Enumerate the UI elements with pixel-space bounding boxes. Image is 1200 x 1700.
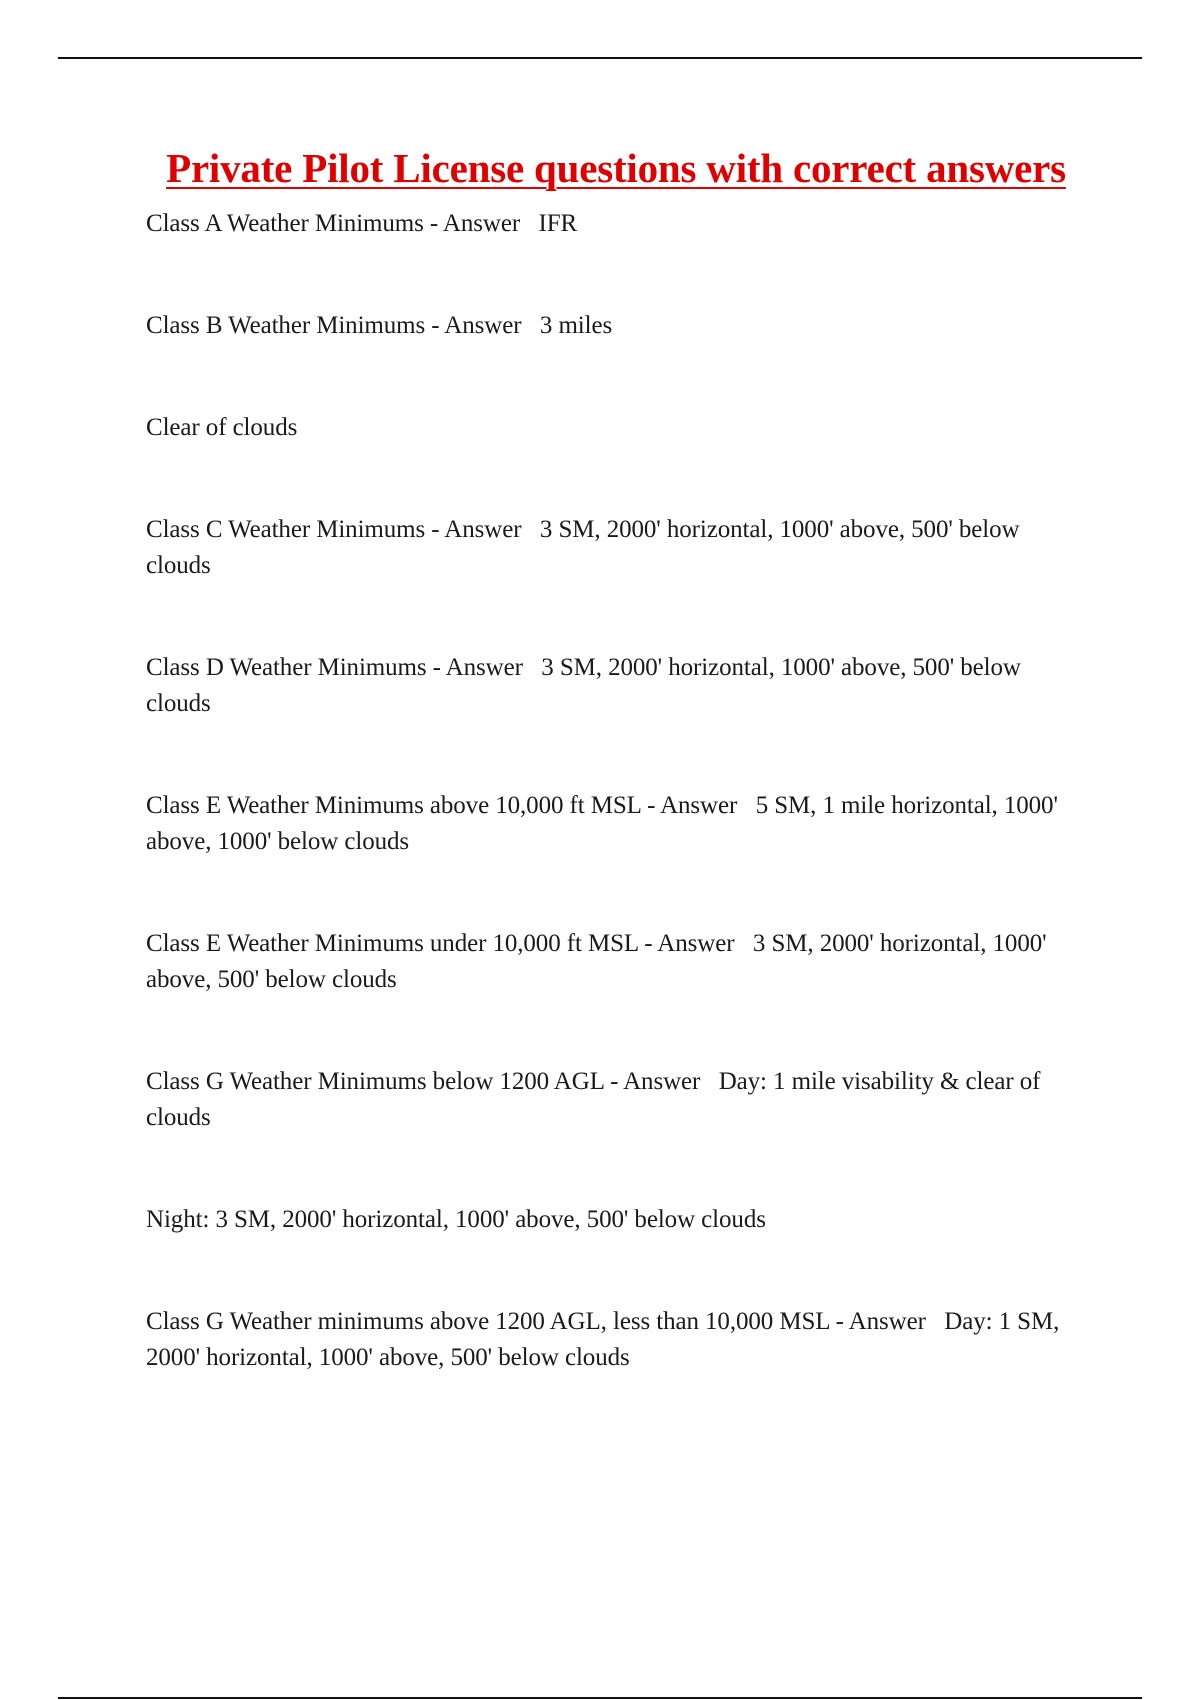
question-text: Class B Weather Minimums - Answer [146, 312, 522, 339]
qa-entry [146, 926, 1086, 998]
question-text: Class A Weather Minimums - Answer [146, 210, 521, 237]
bottom-rule [58, 1697, 1142, 1699]
qa-entry [146, 206, 1086, 242]
qa-entry [146, 1304, 1086, 1376]
answer-text: 3 miles [539, 312, 613, 339]
answer-text: Day: 1 mile visability & clear of clouds [146, 1068, 1041, 1131]
question-text: Class D Weather Minimums - Answer [146, 654, 523, 681]
qa-list [146, 206, 1086, 1376]
answer-text: IFR [538, 210, 578, 237]
answer-text: Clear of clouds [146, 414, 298, 441]
answer-text: 3 SM, 2000' horizontal, 1000' above, 500' below clouds [146, 930, 1047, 993]
answer-text: 5 SM, 1 mile horizontal, 1000' above, 1000' below clouds [146, 792, 1058, 855]
question-text: Class C Weather Minimums - Answer [146, 516, 522, 543]
qa-entry-continuation [146, 410, 1086, 446]
answer-text: 3 SM, 2000' horizontal, 1000' above, 500' below clouds [146, 516, 1020, 579]
document-body [146, 140, 1086, 1376]
qa-entry [146, 308, 1086, 344]
question-text: Class G Weather Minimums below 1200 AGL - Answer [146, 1068, 701, 1095]
qa-entry [146, 650, 1086, 722]
answer-text: 3 SM, 2000' horizontal, 1000' above, 500' below clouds [146, 654, 1021, 717]
question-text: Class G Weather minimums above 1200 AGL, less than 10,000 MSL - Answer [146, 1308, 926, 1335]
answer-text: Night: 3 SM, 2000' horizontal, 1000' above, 500' below clouds [146, 1206, 766, 1233]
qa-entry [146, 1064, 1086, 1136]
qa-entry [146, 512, 1086, 584]
qa-entry-continuation [146, 1202, 1086, 1238]
document-title: Private Pilot License questions with correct answers [166, 145, 1066, 191]
qa-entry [146, 788, 1086, 860]
question-text: Class E Weather Minimums under 10,000 ft MSL - Answer [146, 930, 735, 957]
answer-text: Day: 1 SM, 2000' horizontal, 1000' above, 500' below clouds [146, 1308, 1060, 1371]
top-rule [58, 57, 1142, 59]
question-text: Class E Weather Minimums above 10,000 ft MSL - Answer [146, 792, 738, 819]
